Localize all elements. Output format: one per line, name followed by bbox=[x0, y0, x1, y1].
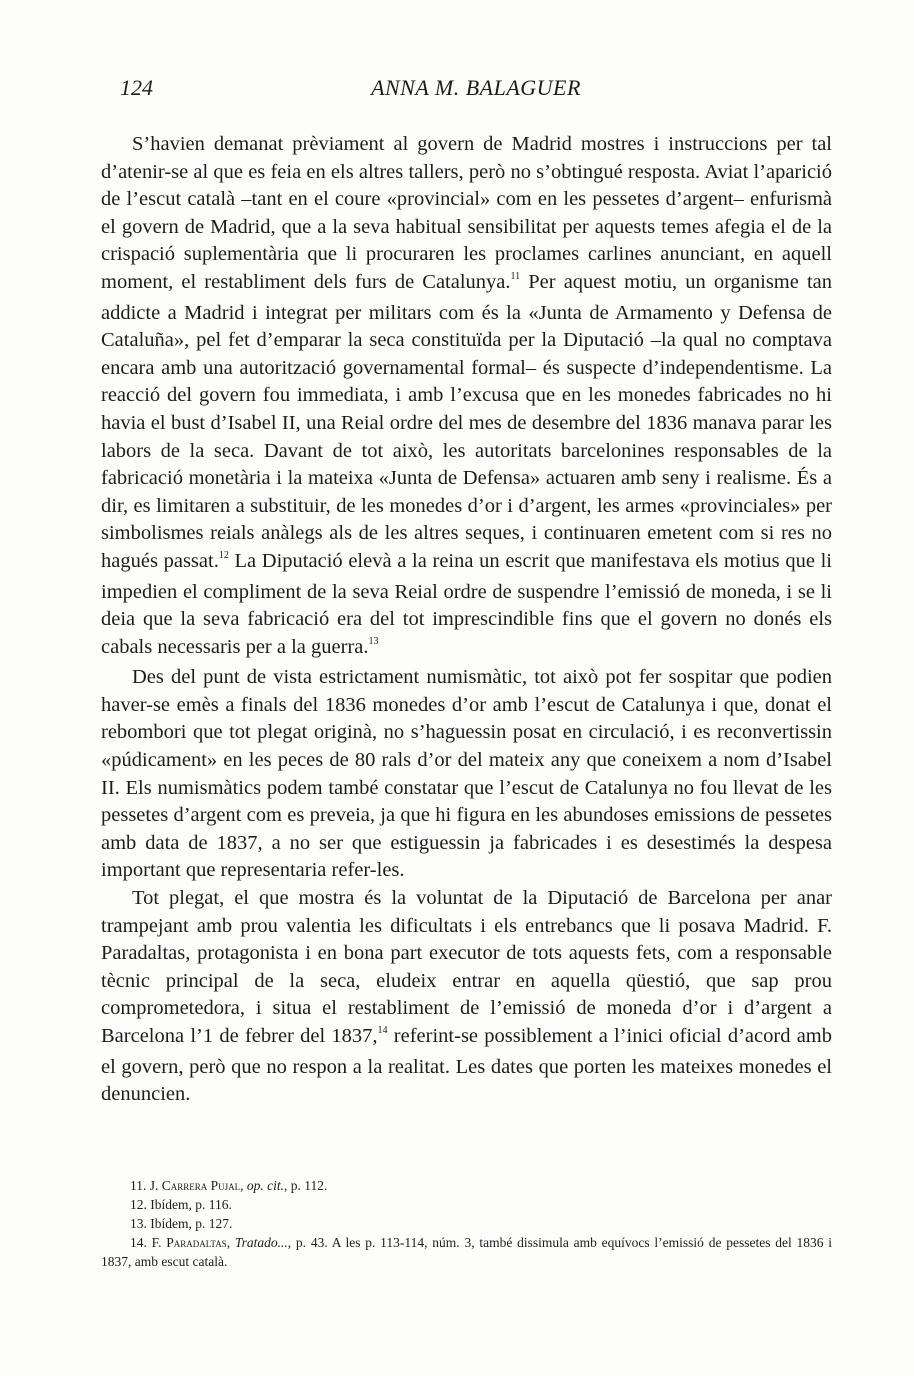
running-title: ANNA M. BALAGUER bbox=[371, 75, 581, 100]
footnote-text: Ibídem, p. 116. bbox=[150, 1197, 232, 1212]
footnote-12 bbox=[101, 1195, 832, 1214]
footnote-reference: Tratado... bbox=[234, 1235, 288, 1250]
footnote-number: 12. bbox=[130, 1197, 147, 1212]
footnote-11 bbox=[101, 1176, 832, 1195]
footnote-separator: , bbox=[240, 1178, 247, 1193]
body-text bbox=[101, 131, 832, 1109]
footnotes bbox=[101, 1176, 832, 1271]
footnote-author: F. Paradaltas bbox=[151, 1235, 227, 1250]
paragraph-1 bbox=[101, 131, 832, 664]
paragraph-1-part-c: La Diputació elevà a la reina un escrit que manifestava els motius que li impedien el compliment de la seva Reial ordre de suspendre l’emissió de moneda, i se li deia que la seva fabricació era del tot imprescindible fins que el govern no donés els cabals necessaris per a la guerra. bbox=[101, 549, 832, 658]
footnote-text: Ibídem, p. 127. bbox=[150, 1216, 233, 1231]
footnote-number: 11. bbox=[130, 1178, 147, 1193]
footnote-ref-14: 14 bbox=[377, 1025, 388, 1036]
page-number: 124 bbox=[120, 75, 153, 100]
footnote-number: 14. bbox=[130, 1235, 147, 1250]
footnote-ref-12: 12 bbox=[218, 549, 229, 561]
footnote-14 bbox=[101, 1233, 832, 1271]
footnote-13 bbox=[101, 1214, 832, 1233]
footnote-ref-13: 13 bbox=[368, 635, 379, 647]
paragraph-1-part-b: Per aquest motiu, un organisme tan addicte a Madrid i integrat per militars com és la «Junta de Armamento y Defensa de Cataluña», pel fet d’emparar la seca constituïda per la Diputació –la qual no comptava encara amb una autorització governamental formal– és suspecte d’independentisme. La reacció del govern fou immediata, i amb l’excusa que en les monedes fabricades no hi havia el bust d’Isabel II, una Reial ordre del mes de desembre del 1836 manava parar les labors de la seca. Davant de tot això, les autoritats barcelonines responsables de la fabricació monetària i la mateixa «Junta de Defensa» actuaren amb seny i realisme. És a dir, es limitaren a substituir, de les monedes d’or i d’argent, les armes «provinciales» per simbolismes reials anàlegs als de les altres seques, i continuaren emetent com si res no hagués passat. bbox=[101, 270, 832, 572]
paragraph-2: Des del punt de vista estrictament numismàtic, tot això pot fer sospitar que podien haver-se emès a finals del 1836 monedes d’or amb l’escut de Catalunya i que, donat el rebombori que tot plegat originà, no s’haguessin posat en circulació, i es reconvertissin «púdicament» en les peces de 80 rals d’or del mateix any que coneixem a nom d’Isabel II. Els numismàtics podem també constatar que l’escut de Catalunya no fou llevat de les pessetes d’argent com es preveia, ja que hi figura en les abundoses emissions de pessetes amb data de 1837, a no ser que estiguessin ja fabricades i es desestimés la despesa important que representaria refer-les. bbox=[101, 666, 832, 882]
paragraph-3-part-b: referint-se possiblement a l’inici oficial d’acord amb el govern, però que no respon a la realitat. Les dates que porten les mateixes monedes el denuncien. bbox=[101, 1025, 832, 1106]
paragraph-3-part-a: Tot plegat, el que mostra és la voluntat de la Diputació de Barcelona per anar trampejant amb prou valentia les dificultats i els entrebancs que li posava Madrid. F. Paradaltas, protagonista i en bona part executor de tots aquests fets, com a responsable tècnic principal de la seca, eludeix entrar en aquella qüestió, que sap prou comprometedora, i situa el restabliment de l’emissió de moneda d’or i d’argent a Barcelona l’1 de febrer del 1837, bbox=[101, 887, 832, 1047]
footnote-separator: , bbox=[226, 1235, 235, 1250]
footnote-reference: op. cit. bbox=[246, 1178, 285, 1193]
footnote-ref-11: 11 bbox=[510, 270, 521, 282]
footnote-author: J. Carrera Pujal bbox=[149, 1178, 241, 1193]
paragraph-3 bbox=[101, 885, 832, 1109]
paragraph-1-part-a: S’havien demanat prèviament al govern de Madrid mostres i instruccions per tal d’atenir-se al que es feia en els altres tallers, però no s’obtingué resposta. Aviat l’aparició de l’escut català –tant en el coure «provincial» com en les pessetes d’argent– enfurismà el govern de Madrid, que a la seva habitual sensibilitat per aquests temes afegia el de la crispació suplementària que li procuraren les proclames carlines anunciant, en aquell moment, el restabliment dels furs de Catalunya. bbox=[101, 133, 832, 293]
footnote-rest: , p. 43. A les p. 113-114, núm. 3, també dissimula amb equívocs l’emissió de pessetes del 1836 i 1837, amb escut català. bbox=[101, 1235, 833, 1269]
footnote-number: 13. bbox=[130, 1216, 147, 1231]
running-header bbox=[120, 75, 832, 105]
footnote-rest: , p. 112. bbox=[284, 1178, 328, 1193]
